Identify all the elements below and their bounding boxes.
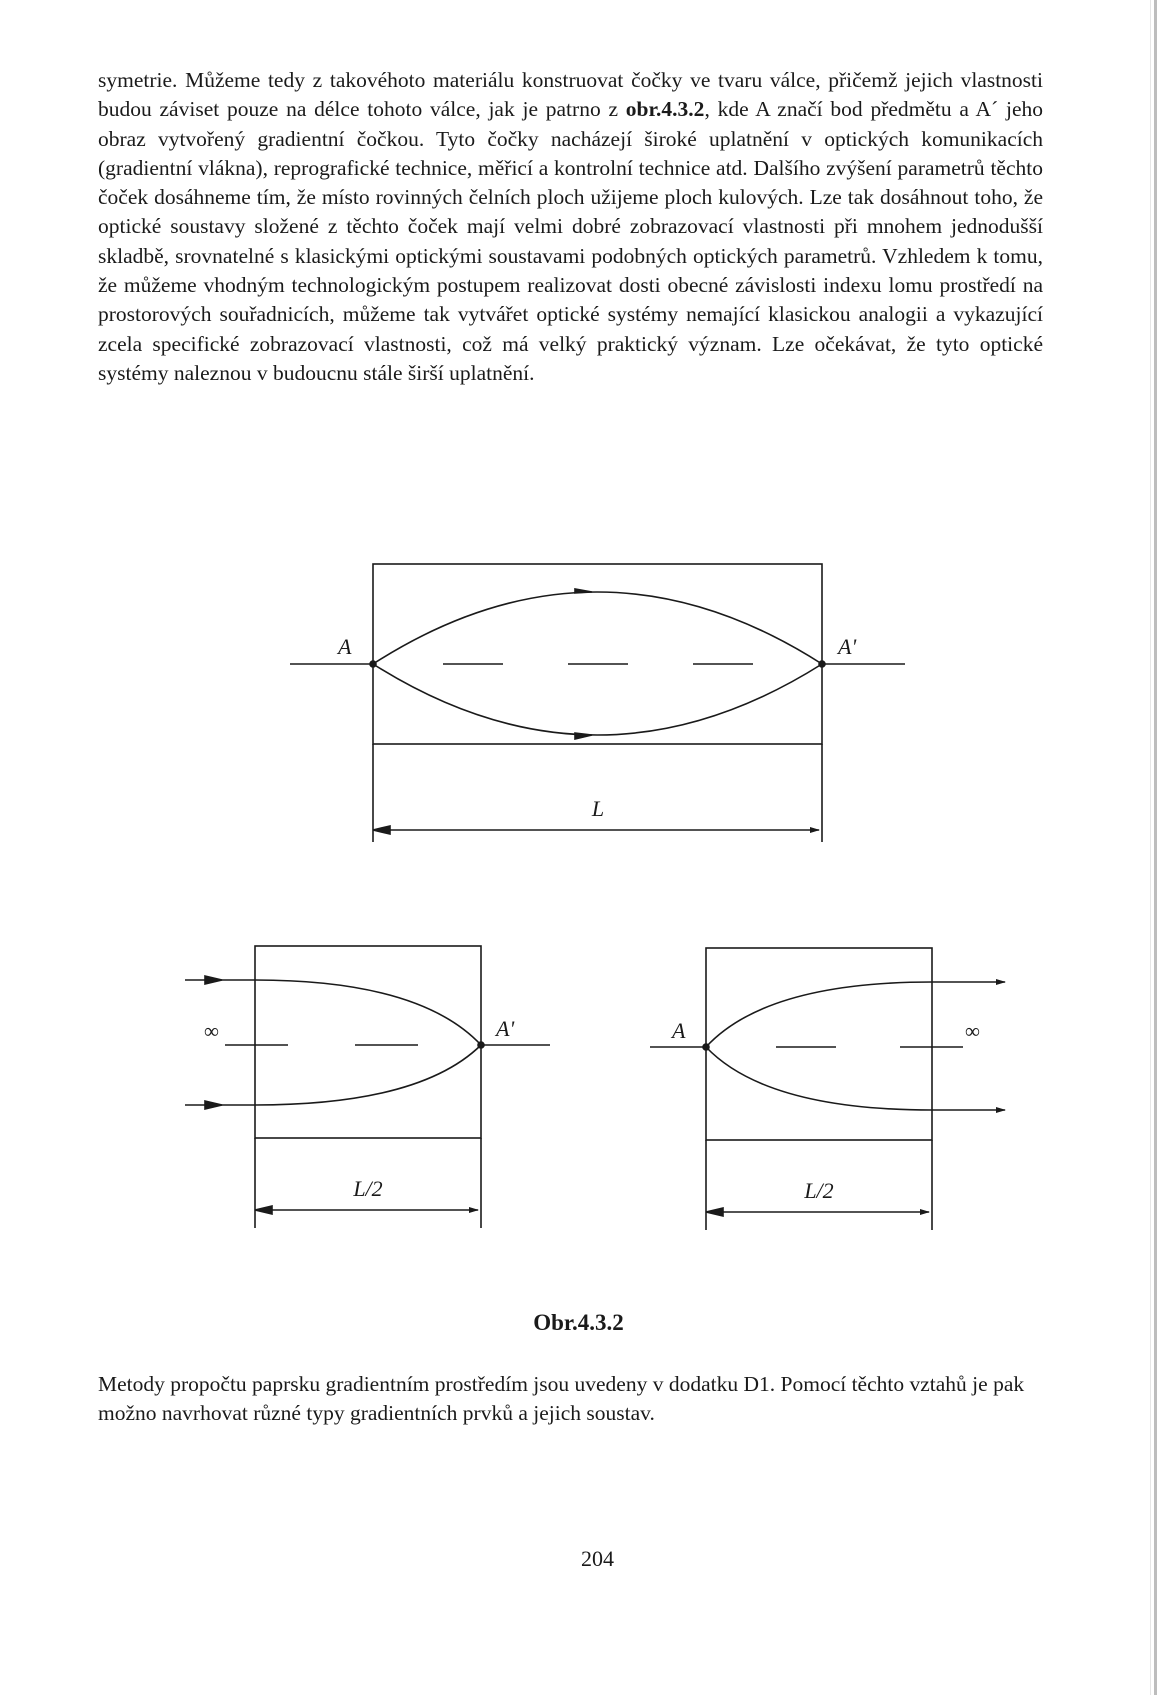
point-a (703, 1044, 709, 1050)
label-point-a-prime: A' (838, 634, 857, 659)
ray-arrow (575, 589, 592, 593)
body-paragraph-2 (98, 1370, 1048, 1428)
dimension-arrow (373, 826, 390, 834)
ray-upper (255, 980, 481, 1045)
ray-lower (255, 1045, 481, 1105)
dimension-arrow (706, 1208, 723, 1216)
label-infinity: ∞ (965, 1019, 980, 1043)
ray-arrow (205, 1101, 222, 1109)
ray-lower (706, 1047, 932, 1110)
paragraph-text: symetrie. Můžeme tedy z takovéhoto materiálu konstruovat čočky ve tvaru válce, přičemž jejich vlastnosti budou záviset pouze na délce tohoto válce, jak je patrno z (98, 68, 1043, 122)
page-number: 204 (581, 1546, 614, 1571)
label-point-a-prime: A' (496, 1016, 515, 1041)
label-point-a: A (672, 1018, 686, 1043)
ray-arrow (205, 976, 222, 984)
label-dimension-half: L/2 (804, 1178, 834, 1203)
figure-reference: obr.4.3.2 (625, 97, 705, 122)
lens-cylinder (706, 948, 932, 1140)
point-a (370, 661, 376, 667)
figure-caption: Obr.4.3.2 (533, 1310, 624, 1335)
paragraph-text: , kde A značí bod předmětu a A´ jeho obraz vytvořený gradientní čočkou. Tyto čočky nacházejí široké uplatnění v optických komunikacích (gradientní vlákna), reprografické technice, měřicí a kontrolní technice atd. Dalšího zvýšení parametrů těchto čoček dosáhneme tím, že místo rovinných čelních ploch užijeme ploch kulových. Lze tak dosáhnout toho, že optické soustavy složené z těchto čoček mají velmi dobré zobrazovací vlastnosti při mnohem jednodušší skladbě, srovnatelné s klasickými optickými soustavami podobných optických parametrů. Vzhledem k tomu, že můžeme vhodným technologickým postupem realizovat dosti obecné závislosti indexu lomu prostředí na prostorových souřadnicích, můžeme tak vytvářet optické systémy nemající klasickou analogii a vykazující zcela specifické zobrazovací vlastnosti, což má velký praktický význam. Lze očekávat, že tyto optické systémy naleznou v budoucnu stále širší uplatnění. (98, 97, 1043, 385)
ray-arrow (575, 733, 592, 739)
lens-cylinder (255, 946, 481, 1138)
label-dimension-l: L (591, 796, 605, 821)
point-a-prime (819, 661, 825, 667)
lens-cylinder (373, 564, 822, 744)
dimension-arrow (255, 1206, 272, 1214)
ray-upper (706, 982, 932, 1047)
point-a-prime (478, 1042, 484, 1048)
paragraph-text: Metody propočtu paprsku gradientním prostředím jsou uvedeny v dodatku D1. Pomocí těchto vztahů je pak možno navrhovat různé typy gradientních prvků a jejich soustav. (98, 1372, 1025, 1425)
label-point-a: A (338, 634, 352, 659)
label-infinity: ∞ (204, 1019, 219, 1043)
label-dimension-half: L/2 (353, 1176, 383, 1201)
figure-4-3-2 (0, 540, 1157, 1240)
ray-lower (373, 664, 822, 735)
ray-upper (373, 592, 822, 664)
body-paragraph-1 (98, 66, 1043, 388)
gradient-lens-diagram (0, 540, 1157, 1240)
